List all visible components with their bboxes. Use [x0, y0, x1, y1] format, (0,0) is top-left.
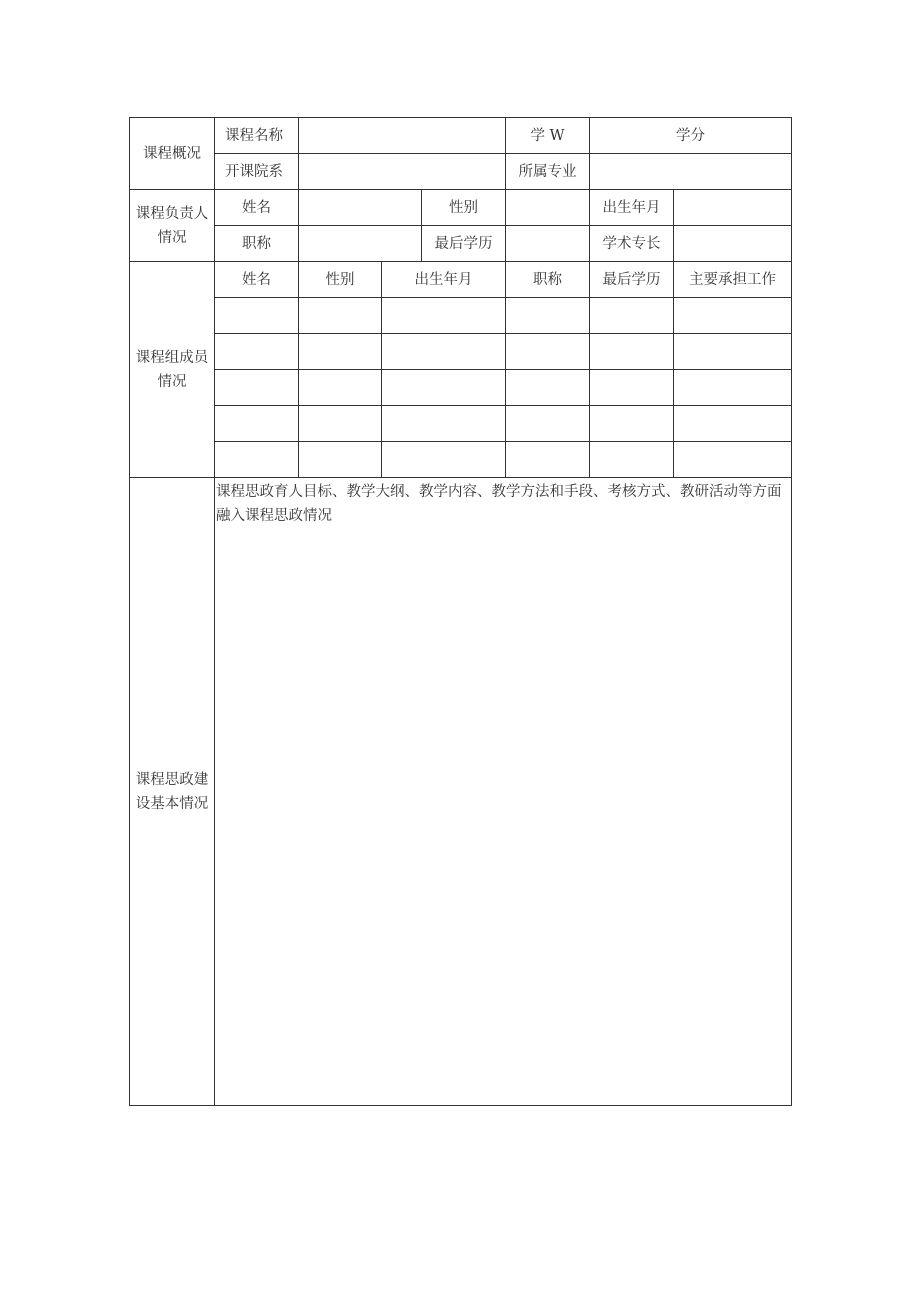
- credit-label: 学分: [590, 118, 792, 154]
- member-work-field[interactable]: [674, 334, 792, 370]
- major-label: 所属专业: [506, 154, 590, 190]
- construction-section-label: [130, 478, 215, 1106]
- college-label: 开课院系: [215, 154, 299, 190]
- members-row: [130, 370, 792, 406]
- member-work-field[interactable]: [674, 370, 792, 406]
- members-col-gender: 性别: [299, 262, 382, 298]
- leader-education-field[interactable]: [506, 226, 590, 262]
- leader-row-2: [130, 226, 792, 262]
- members-header-row: [130, 262, 792, 298]
- member-name-field[interactable]: [215, 442, 299, 478]
- leader-education-label: 最后学历: [422, 226, 506, 262]
- member-education-field[interactable]: [590, 370, 674, 406]
- member-work-field[interactable]: [674, 406, 792, 442]
- leader-expertise-field[interactable]: [674, 226, 792, 262]
- member-title-field[interactable]: [506, 334, 590, 370]
- member-name-field[interactable]: [215, 298, 299, 334]
- member-birth-field[interactable]: [382, 406, 506, 442]
- members-row: [130, 334, 792, 370]
- member-title-field[interactable]: [506, 442, 590, 478]
- member-gender-field[interactable]: [299, 406, 382, 442]
- member-education-field[interactable]: [590, 442, 674, 478]
- construction-section-line1: 课程思政建: [135, 771, 209, 788]
- overview-row-1: [130, 118, 792, 154]
- construction-row: [130, 478, 792, 1106]
- members-col-name: 姓名: [215, 262, 299, 298]
- member-gender-field[interactable]: [299, 298, 382, 334]
- leader-name-label: 姓名: [215, 190, 299, 226]
- leader-name-field[interactable]: [299, 190, 422, 226]
- course-name-label: 课程名称: [215, 118, 299, 154]
- leader-section-line1: 课程负责人: [135, 205, 209, 222]
- member-gender-field[interactable]: [299, 334, 382, 370]
- construction-description-field[interactable]: [215, 478, 792, 1106]
- major-field[interactable]: [590, 154, 792, 190]
- leader-title-field[interactable]: [299, 226, 422, 262]
- member-birth-field[interactable]: [382, 442, 506, 478]
- member-gender-field[interactable]: [299, 370, 382, 406]
- members-section-line2: 情况: [157, 373, 187, 390]
- members-col-education: 最后学历: [590, 262, 674, 298]
- member-work-field[interactable]: [674, 298, 792, 334]
- leader-birth-label: 出生年月: [590, 190, 674, 226]
- members-row: [130, 442, 792, 478]
- member-education-field[interactable]: [590, 406, 674, 442]
- construction-section-line2: 设基本情况: [135, 795, 209, 812]
- member-birth-field[interactable]: [382, 370, 506, 406]
- member-title-field[interactable]: [506, 298, 590, 334]
- overview-section-label: 课程概况: [130, 118, 215, 190]
- leader-section-label: [130, 190, 215, 262]
- members-row: [130, 298, 792, 334]
- members-col-work: 主要承担工作: [674, 262, 792, 298]
- overview-row-2: [130, 154, 792, 190]
- member-education-field[interactable]: [590, 298, 674, 334]
- members-section-label: [130, 262, 215, 478]
- member-education-field[interactable]: [590, 334, 674, 370]
- course-application-form: [129, 117, 792, 1106]
- members-section-line1: 课程组成员: [135, 349, 209, 366]
- leader-title-label: 职称: [215, 226, 299, 262]
- member-name-field[interactable]: [215, 334, 299, 370]
- leader-expertise-label: 学术专长: [590, 226, 674, 262]
- member-work-field[interactable]: [674, 442, 792, 478]
- member-birth-field[interactable]: [382, 334, 506, 370]
- members-col-title: 职称: [506, 262, 590, 298]
- leader-row-1: [130, 190, 792, 226]
- member-title-field[interactable]: [506, 370, 590, 406]
- construction-description-text: 课程思政育人目标、教学大纲、教学内容、教学方法和手段、考核方式、教研活动等方面融入课程思政情况: [216, 484, 782, 524]
- leader-birth-field[interactable]: [674, 190, 792, 226]
- college-field[interactable]: [299, 154, 506, 190]
- leader-section-line2: 情况: [157, 229, 187, 246]
- member-gender-field[interactable]: [299, 442, 382, 478]
- member-name-field[interactable]: [215, 370, 299, 406]
- member-title-field[interactable]: [506, 406, 590, 442]
- course-name-field[interactable]: [299, 118, 506, 154]
- member-birth-field[interactable]: [382, 298, 506, 334]
- leader-gender-field[interactable]: [506, 190, 590, 226]
- leader-gender-label: 性别: [422, 190, 506, 226]
- xuewei-label: 学 W: [506, 118, 590, 154]
- members-col-birth: 出生年月: [382, 262, 506, 298]
- members-row: [130, 406, 792, 442]
- member-name-field[interactable]: [215, 406, 299, 442]
